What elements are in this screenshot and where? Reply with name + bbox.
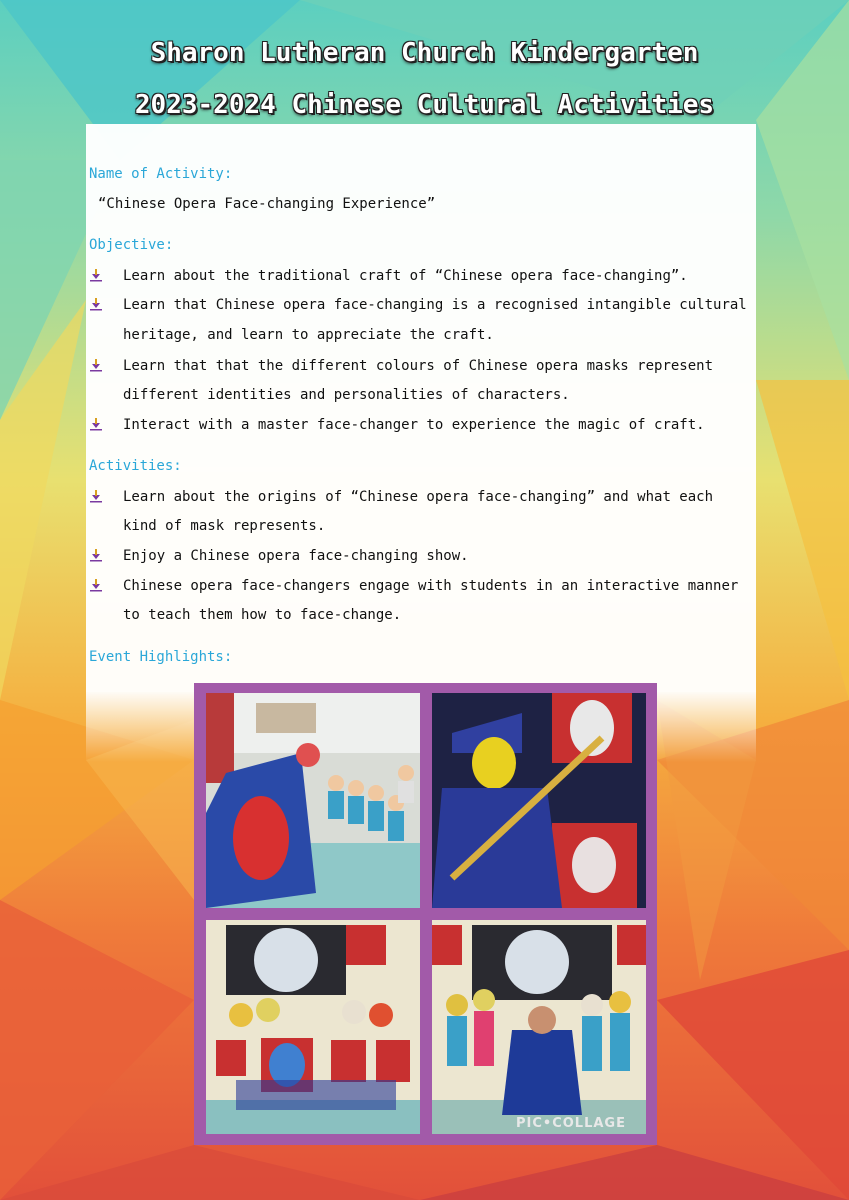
arrow-bullet-icon bbox=[89, 548, 103, 562]
objective-heading: Objective: bbox=[89, 237, 174, 253]
objective-item: Learn that that the different colours of Chinese opera masks represent bbox=[123, 358, 714, 374]
highlights-heading: Event Highlights: bbox=[89, 649, 233, 665]
activity-item-cont: to teach them how to face-change. bbox=[123, 607, 402, 623]
activity-item: Learn about the origins of “Chinese opera face-changing” and what each bbox=[123, 489, 714, 505]
photo-face-changer-performer bbox=[432, 693, 646, 908]
photo-children-with-masks-2 bbox=[432, 920, 646, 1134]
objective-item-cont: different identities and personalities of characters. bbox=[123, 387, 570, 403]
activity-item: Enjoy a Chinese opera face-changing show. bbox=[123, 548, 469, 564]
pic-collage-watermark: PIC•COLLAGE bbox=[516, 1116, 626, 1131]
objective-item: Learn that Chinese opera face-changing is a recognised intangible cultural bbox=[123, 297, 747, 313]
arrow-bullet-icon bbox=[89, 578, 103, 592]
activities-heading: Activities: bbox=[89, 458, 182, 474]
arrow-bullet-icon bbox=[89, 489, 103, 503]
page-title-line1: Sharon Lutheran Church Kindergarten bbox=[150, 38, 699, 68]
objective-item-cont: heritage, and learn to appreciate the craft. bbox=[123, 327, 494, 343]
activity-item-cont: kind of mask represents. bbox=[123, 518, 326, 534]
page-title-line2: 2023-2024 Chinese Cultural Activities bbox=[134, 90, 715, 120]
activity-item: Chinese opera face-changers engage with students in an interactive manner bbox=[123, 578, 739, 594]
arrow-bullet-icon bbox=[89, 417, 103, 431]
objective-item: Interact with a master face-changer to experience the magic of craft. bbox=[123, 417, 705, 433]
arrow-bullet-icon bbox=[89, 297, 103, 311]
objective-item: Learn about the traditional craft of “Chinese opera face-changing”. bbox=[123, 268, 688, 284]
arrow-bullet-icon bbox=[89, 358, 103, 372]
photo-children-with-masks-1 bbox=[206, 920, 420, 1134]
photo-performer-with-children bbox=[206, 693, 420, 908]
activity-name: “Chinese Opera Face-changing Experience” bbox=[98, 196, 436, 212]
activity-name-heading: Name of Activity: bbox=[89, 166, 233, 182]
arrow-bullet-icon bbox=[89, 268, 103, 282]
